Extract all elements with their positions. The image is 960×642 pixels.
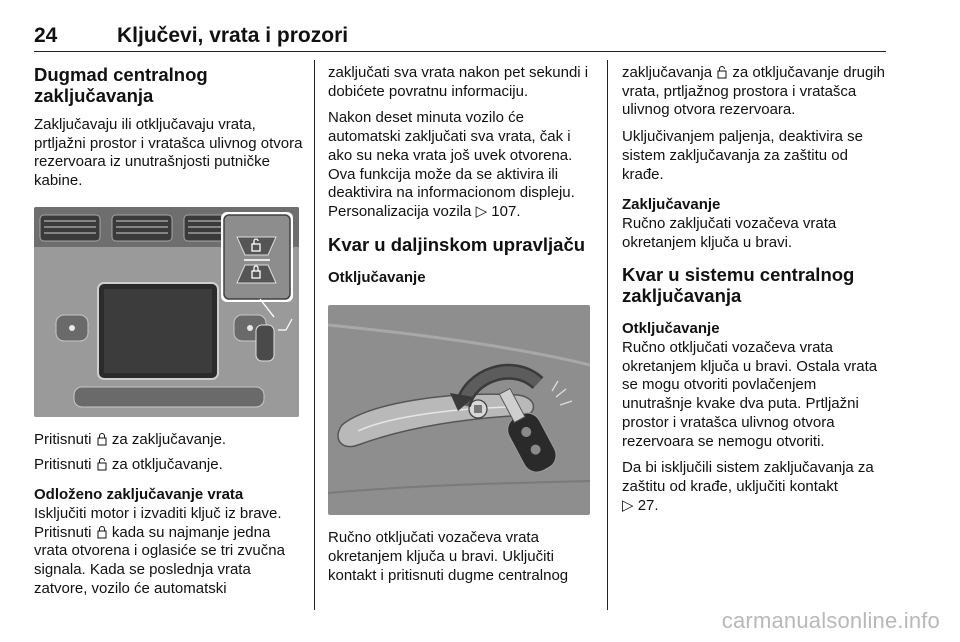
remote-fault-heading: Kvar u daljinskom upravljaču (328, 233, 586, 255)
delayed-locking-p2: Pritisnuti kada su najmanje jedna vrata otvorena i oglasiće se tri zvučna signala. Kada se poslednja vrata zatvore, vozilo će automatski (34, 523, 285, 597)
page-reference-link[interactable]: 27. (637, 496, 659, 514)
continued-unlock-paragraph: zaključavanja za otključavanje drugih vrata, prtljažnog prostora i vratašca ulivnog otvora rezervoara. (622, 64, 885, 119)
lock-icon (97, 525, 107, 539)
page-reference-arrow-icon: ▷ (622, 496, 634, 514)
disable-anti-theft-paragraph: Da bi isključili sistem zaključavanja za zaštitu od krađe, uključiti kontakt ▷ 27. (622, 459, 874, 514)
column-3 (622, 64, 890, 515)
unlocking-subheading: Otključavanje (328, 268, 426, 286)
column-divider-1 (314, 60, 315, 610)
section-heading-central-locking-buttons: Dugmad centralnog zaključavanja (34, 64, 208, 106)
watermark: carmanualsonline.info (721, 608, 940, 633)
unlock-icon (717, 65, 727, 79)
delayed-locking-p1: Isključiti motor i izvaditi ključ iz brave. (34, 504, 282, 522)
page-header (34, 22, 886, 52)
intro-paragraph: Zaključavaju ili otključavaju vrata, prtljažni prostor i vratašca ulivnog otvora rezervoara iz unutrašnjosti putničke kabine. (34, 116, 303, 190)
unlock-icon (97, 457, 107, 471)
lock-icon (97, 432, 107, 446)
manual-unlock-paragraph: Ručno otključati vozačeva vrata okretanjem ključa u bravi. Uključiti kontakt i pritisnuti dugme centralnog (328, 529, 569, 584)
door-handle-key-figure (328, 305, 590, 515)
column-2 (328, 64, 596, 585)
press-unlock-line: Pritisnuti za otključavanje. (34, 455, 223, 473)
manual-unlock-other-doors-paragraph: Ručno otključati vozačeva vrata okretanjem ključa u bravi. Ostala vrata se mogu otvoriti povlačenjem unutrašnje kvake dva puta. Prtljažni prostor i vratašca ulivnog otvora rezervoara se nemogu otvoriti. (622, 339, 878, 450)
unlocking-subheading-2: Otključavanje (622, 320, 720, 338)
page-number: 24 (34, 24, 58, 47)
chapter-title: Ključevi, vrata i prozori (117, 24, 349, 47)
manual-lock-paragraph: Ručno zaključati vozačeva vrata okretanjem ključa u bravi. (622, 214, 837, 251)
anti-theft-paragraph: Uključivanjem paljenja, deaktivira se sistem zaključavanja za zaštitu od krađe. (622, 128, 863, 183)
continued-paragraph: zaključati sva vrata nakon pet sekundi i dobićete povratnu informaciju. (328, 64, 589, 100)
auto-lock-paragraph: Nakon deset minuta vozilo će automatski zaključati sva vrata, čak i ako su neka vrata još uvek otvorena. Ova funkcija može da se aktivira ili deaktivira na informacionom displeju. Personalizacija vozila ▷ 107. (328, 109, 575, 220)
column-1 (34, 64, 306, 598)
press-lock-line: Pritisnuti za zaključavanje. (34, 430, 227, 448)
column-divider-2 (607, 60, 608, 610)
page-reference-link[interactable]: 107. (491, 202, 521, 220)
delayed-locking-heading: Odloženo zaključavanje vrata (34, 486, 244, 504)
central-locking-fault-heading: Kvar u sistemu centralnog zaključavanja (622, 264, 855, 307)
locking-subheading: Zaključavanje (622, 196, 721, 214)
page-reference-arrow-icon: ▷ (475, 202, 488, 220)
dashboard-lock-buttons-figure (34, 207, 299, 417)
